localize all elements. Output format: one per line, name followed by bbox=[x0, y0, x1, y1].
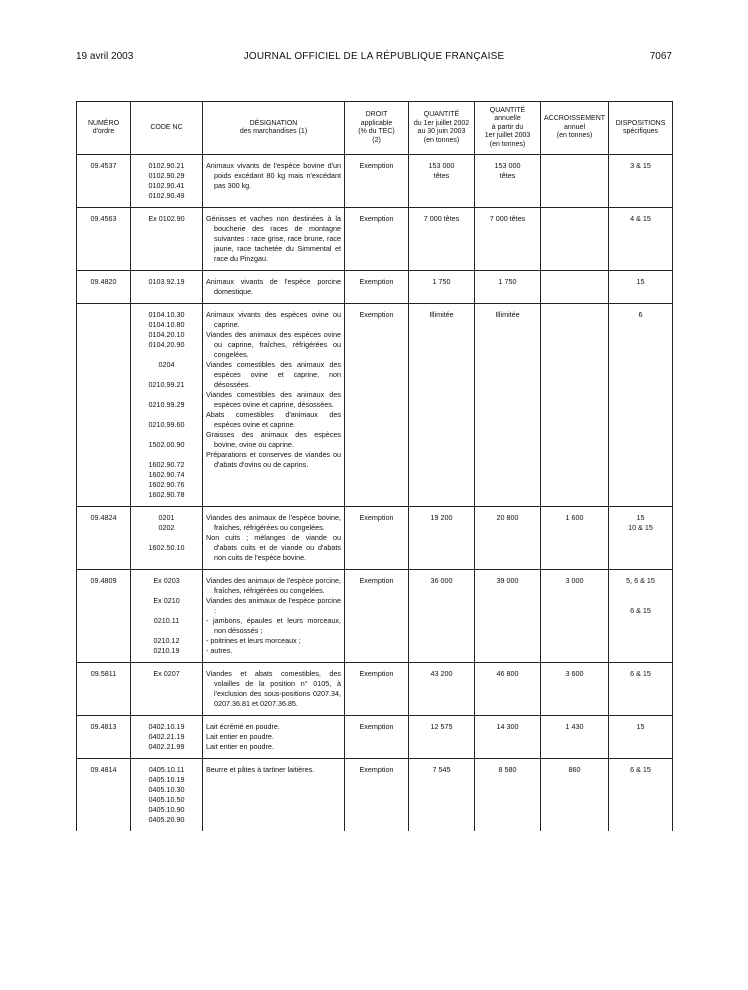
designation-item: - jambons, épaules et leurs morceaux, non désossés ; bbox=[206, 616, 341, 635]
header-line: annuel bbox=[563, 123, 586, 131]
header-line: (% du TEC) bbox=[358, 128, 395, 135]
designation-item: Graisses des animaux des espèces bovine, ovine ou caprine. bbox=[206, 430, 341, 449]
quantity-line: Illimitée bbox=[495, 310, 520, 319]
header-line: (en tonnes) bbox=[556, 132, 593, 140]
row-dispositions bbox=[609, 155, 673, 208]
table-row bbox=[77, 663, 673, 716]
designation-item: Lait entier en poudre. bbox=[206, 732, 274, 741]
disposition-line: 15 bbox=[636, 513, 645, 522]
row-quantite-annuelle bbox=[475, 570, 541, 663]
row-quantite-annuelle bbox=[475, 759, 541, 832]
header-line: du 1er juillet 2002 bbox=[413, 119, 470, 127]
row-designation bbox=[203, 271, 345, 304]
row-accroissement: 860 bbox=[541, 759, 609, 832]
row-codes bbox=[131, 271, 203, 304]
quantity-line: 19 200 bbox=[430, 513, 453, 522]
designation-item: Lait entier en poudre. bbox=[206, 742, 274, 751]
quantity-line: 7 545 bbox=[432, 765, 451, 774]
header-line: CODE NC bbox=[150, 123, 183, 131]
code-nc: 0210.99.60 bbox=[148, 420, 185, 429]
row-accroissement bbox=[541, 271, 609, 304]
code-nc: 0102.90.49 bbox=[148, 191, 185, 200]
code-group bbox=[134, 440, 199, 450]
row-quantite-annuelle bbox=[475, 155, 541, 208]
code-nc: 1602.90.76 bbox=[148, 480, 185, 489]
row-dispositions bbox=[609, 663, 673, 716]
code-group bbox=[134, 161, 199, 201]
row-quantite-annuelle bbox=[475, 663, 541, 716]
row-designation bbox=[203, 759, 345, 832]
code-nc: 0104.10.80 bbox=[148, 320, 185, 329]
header-line: DISPOSITIONS bbox=[615, 119, 666, 127]
code-nc: 1502.00.90 bbox=[148, 440, 185, 449]
code-group bbox=[134, 513, 199, 533]
page-number: 7067 bbox=[649, 51, 672, 62]
code-nc: 0210.99.29 bbox=[148, 400, 185, 409]
code-group bbox=[134, 460, 199, 500]
row-number: 09.4820 bbox=[77, 271, 131, 304]
row-number: 09.4809 bbox=[77, 570, 131, 663]
row-designation bbox=[203, 208, 345, 271]
designation-item: Viandes des animaux des espèces ovine ou caprine, fraîches, réfrigérées ou congelées. bbox=[206, 330, 341, 359]
quantity-line: 46 800 bbox=[496, 669, 519, 678]
row-designation bbox=[203, 304, 345, 507]
designation-item: Lait écrémé en poudre. bbox=[206, 722, 280, 731]
code-nc: 0402.10.19 bbox=[148, 722, 185, 731]
row-designation bbox=[203, 155, 345, 208]
quantity-line: têtes bbox=[433, 171, 450, 180]
row-codes bbox=[131, 663, 203, 716]
header-line: ACCROISSEMENT bbox=[543, 115, 606, 123]
row-quantite-2002 bbox=[409, 304, 475, 507]
row-number: 09.4813 bbox=[77, 716, 131, 759]
col-accroissement-header bbox=[541, 102, 609, 155]
row-number: 09.4537 bbox=[77, 155, 131, 208]
table-row bbox=[77, 208, 673, 271]
code-nc: 0103.92.19 bbox=[148, 277, 185, 286]
header-line: QUANTITÉ bbox=[423, 111, 460, 118]
designation-item: Animaux vivants de l'espèce bovine d'un poids excédant 80 kg mais n'excédant pas 300 kg. bbox=[206, 161, 341, 190]
quantity-line: 7 000 têtes bbox=[423, 214, 460, 223]
row-designation bbox=[203, 663, 345, 716]
row-codes bbox=[131, 304, 203, 507]
designation-item: - autres. bbox=[206, 646, 233, 655]
header-line: (en tonnes) bbox=[423, 136, 460, 144]
code-group bbox=[134, 576, 199, 586]
header-line: spécifiques bbox=[622, 128, 659, 135]
col-quantite-annuelle-header bbox=[475, 102, 541, 155]
disposition-line: 15 bbox=[636, 277, 645, 286]
code-group bbox=[134, 380, 199, 390]
row-droit: Exemption bbox=[345, 271, 409, 304]
row-quantite-annuelle bbox=[475, 304, 541, 507]
quantity-line: 43 200 bbox=[430, 669, 453, 678]
code-nc: 1602.50.10 bbox=[148, 543, 185, 552]
disposition-line: 6 & 15 bbox=[630, 606, 651, 615]
col-numero-header bbox=[77, 102, 131, 155]
row-accroissement: 1 600 bbox=[541, 507, 609, 570]
designation-item: Non cuits ; mélanges de viande ou d'abats cuits et de viande ou d'abats non cuits de l'espèce bovine. bbox=[206, 533, 341, 562]
row-dispositions bbox=[609, 716, 673, 759]
row-number: 09.4814 bbox=[77, 759, 131, 832]
row-designation bbox=[203, 716, 345, 759]
row-dispositions bbox=[609, 570, 673, 663]
disposition-line bbox=[612, 586, 669, 596]
code-nc: Ex 0203 bbox=[153, 576, 180, 585]
designation-item: Animaux vivants de l'espèce porcine domestique. bbox=[206, 277, 341, 296]
code-nc: 0402.21.99 bbox=[148, 742, 185, 751]
row-droit: Exemption bbox=[345, 155, 409, 208]
row-droit: Exemption bbox=[345, 663, 409, 716]
quantity-line: têtes bbox=[499, 171, 516, 180]
code-nc: 0210.11 bbox=[153, 616, 180, 625]
quantity-line: 153 000 bbox=[494, 161, 521, 170]
code-nc: Ex 0210 bbox=[153, 596, 180, 605]
header-line: à partir du bbox=[491, 123, 524, 131]
header-date: 19 avril 2003 bbox=[76, 51, 134, 62]
table-row bbox=[77, 507, 673, 570]
designation-item: Génisses et vaches non destinées à la boucherie des races de montagne suivantes : race grise, race brune, race jaune, race tachetée du Simmental et race du Pinzgau. bbox=[206, 214, 341, 263]
code-nc: 1602.90.72 bbox=[148, 460, 185, 469]
row-codes bbox=[131, 716, 203, 759]
journal-title: JOURNAL OFFICIEL DE LA RÉPUBLIQUE FRANÇAISE bbox=[243, 51, 505, 62]
code-nc: 0210.19 bbox=[153, 646, 180, 655]
code-nc: 0201 bbox=[158, 513, 175, 522]
header-line: DROIT bbox=[365, 111, 388, 118]
disposition-line bbox=[612, 596, 669, 606]
quantity-line: Illimitée bbox=[429, 310, 454, 319]
disposition-line: 4 & 15 bbox=[630, 214, 651, 223]
row-quantite-annuelle bbox=[475, 507, 541, 570]
quantity-line: 20 800 bbox=[496, 513, 519, 522]
table-row bbox=[77, 155, 673, 208]
code-nc: 0202 bbox=[158, 523, 175, 532]
row-accroissement: 3 000 bbox=[541, 570, 609, 663]
row-droit: Exemption bbox=[345, 716, 409, 759]
row-dispositions bbox=[609, 271, 673, 304]
code-nc: 0405.10.90 bbox=[148, 805, 185, 814]
designation-item: Viandes comestibles des animaux des espèces ovine et caprine, désossées. bbox=[206, 390, 341, 409]
code-nc: 1602.90.78 bbox=[148, 490, 185, 499]
designation-item: Viandes des animaux de l'espèce porcine, fraîches, réfrigérées ou congelées. bbox=[206, 576, 341, 595]
row-droit: Exemption bbox=[345, 208, 409, 271]
row-number: 09.4824 bbox=[77, 507, 131, 570]
code-nc: 0104.10.30 bbox=[148, 310, 185, 319]
code-nc: 0204 bbox=[158, 360, 175, 369]
row-dispositions bbox=[609, 304, 673, 507]
quantity-line: 1 750 bbox=[498, 277, 517, 286]
code-group bbox=[134, 360, 199, 370]
quantity-line: 39 000 bbox=[496, 576, 519, 585]
row-codes bbox=[131, 155, 203, 208]
row-dispositions bbox=[609, 759, 673, 832]
disposition-line: 15 bbox=[636, 722, 645, 731]
row-number bbox=[77, 304, 131, 507]
row-accroissement bbox=[541, 304, 609, 507]
designation-item: Animaux vivants des espèces ovine ou caprine. bbox=[206, 310, 341, 329]
col-code-nc-header bbox=[131, 102, 203, 155]
header-line: applicable bbox=[360, 119, 393, 127]
row-accroissement bbox=[541, 155, 609, 208]
row-codes bbox=[131, 759, 203, 832]
header-line: (en tonnes) bbox=[489, 140, 526, 148]
code-group bbox=[134, 400, 199, 410]
table-body bbox=[77, 155, 673, 832]
row-designation bbox=[203, 570, 345, 663]
code-nc: Ex 0207 bbox=[153, 669, 180, 678]
code-group bbox=[134, 669, 199, 679]
disposition-line: 5, 6 & 15 bbox=[626, 576, 655, 585]
code-nc: 0210.12 bbox=[153, 636, 180, 645]
code-nc: 0104.20.10 bbox=[148, 330, 185, 339]
designation-item: Beurre et pâtes à tartiner laitières. bbox=[206, 765, 315, 774]
code-group bbox=[134, 636, 199, 656]
quantity-line: 153 000 bbox=[428, 161, 455, 170]
header-line: 1er juillet 2003 bbox=[484, 132, 531, 140]
row-codes bbox=[131, 570, 203, 663]
code-nc: 0104.20.90 bbox=[148, 340, 185, 349]
row-quantite-2002 bbox=[409, 507, 475, 570]
header-line: (2) bbox=[372, 136, 381, 144]
quantity-line: 8 580 bbox=[498, 765, 517, 774]
row-quantite-2002 bbox=[409, 663, 475, 716]
row-quantite-annuelle bbox=[475, 716, 541, 759]
row-quantite-2002 bbox=[409, 759, 475, 832]
code-nc: 0405.20.90 bbox=[148, 815, 185, 824]
quantity-line: 12 575 bbox=[430, 722, 453, 731]
quantity-line: 36 000 bbox=[430, 576, 453, 585]
table-row bbox=[77, 570, 673, 663]
col-quantite-2002-header bbox=[409, 102, 475, 155]
row-quantite-2002 bbox=[409, 155, 475, 208]
designation-item: Viandes comestibles des animaux des espèces ovine et caprine, non désossées. bbox=[206, 360, 341, 389]
disposition-line: 10 & 15 bbox=[628, 523, 653, 532]
code-nc: 0102.90.41 bbox=[148, 181, 185, 190]
row-quantite-2002 bbox=[409, 271, 475, 304]
code-group bbox=[134, 214, 199, 224]
header-line: QUANTITÉ bbox=[489, 106, 526, 114]
row-number: 09.4563 bbox=[77, 208, 131, 271]
row-quantite-2002 bbox=[409, 208, 475, 271]
header-line: NUMÉRO bbox=[87, 119, 120, 127]
row-dispositions bbox=[609, 208, 673, 271]
row-codes bbox=[131, 507, 203, 570]
row-droit: Exemption bbox=[345, 304, 409, 507]
row-droit: Exemption bbox=[345, 507, 409, 570]
col-dispositions-header bbox=[609, 102, 673, 155]
row-quantite-annuelle bbox=[475, 208, 541, 271]
tariff-quota-table bbox=[76, 101, 673, 831]
table-row bbox=[77, 716, 673, 759]
code-group bbox=[134, 277, 199, 287]
designation-item: Abats comestibles d'animaux des espèces ovine et caprine. bbox=[206, 410, 341, 429]
designation-item: Viandes et abats comestibles, des volailles de la position n° 0105, à l'exclusion des sous-positions 0207.34, 0207.36.81 et 0207.36.85. bbox=[206, 669, 341, 708]
code-group bbox=[134, 616, 199, 626]
quantity-line: 1 750 bbox=[432, 277, 451, 286]
code-nc: 0102.90.29 bbox=[148, 171, 185, 180]
designation-item: Viandes des animaux de l'espèce porcine : bbox=[206, 596, 341, 615]
row-quantite-annuelle bbox=[475, 271, 541, 304]
header-line: DÉSIGNATION bbox=[249, 119, 298, 127]
row-number: 09.5811 bbox=[77, 663, 131, 716]
disposition-line: 6 & 15 bbox=[630, 669, 651, 678]
disposition-line: 6 & 15 bbox=[630, 765, 651, 774]
code-group bbox=[134, 420, 199, 430]
col-designation-header bbox=[203, 102, 345, 155]
code-nc: 0405.10.11 bbox=[148, 765, 185, 774]
code-nc: 0405.10.50 bbox=[148, 795, 185, 804]
header-line: d'ordre bbox=[92, 128, 115, 135]
code-group bbox=[134, 543, 199, 553]
disposition-line: 6 bbox=[638, 310, 643, 319]
code-group bbox=[134, 765, 199, 825]
row-accroissement: 3 600 bbox=[541, 663, 609, 716]
code-nc: Ex 0102.90 bbox=[148, 214, 185, 223]
designation-item: Viandes des animaux de l'espèce bovine, fraîches, réfrigérées ou congelées. bbox=[206, 513, 341, 532]
row-codes bbox=[131, 208, 203, 271]
row-quantite-2002 bbox=[409, 716, 475, 759]
row-accroissement: 1 430 bbox=[541, 716, 609, 759]
row-accroissement bbox=[541, 208, 609, 271]
disposition-line: 3 & 15 bbox=[630, 161, 651, 170]
designation-item: Préparations et conserves de viandes ou d'abats d'ovins ou de caprins. bbox=[206, 450, 341, 469]
header-line: au 30 juin 2003 bbox=[417, 128, 466, 135]
table-row bbox=[77, 759, 673, 832]
quantity-line: 14 300 bbox=[496, 722, 519, 731]
code-nc: 0405.10.19 bbox=[148, 775, 185, 784]
header-line: annuelle bbox=[494, 115, 521, 123]
header-line: des marchandises (1) bbox=[239, 128, 308, 135]
row-designation bbox=[203, 507, 345, 570]
table-header-row bbox=[77, 102, 673, 155]
code-nc: 0210.99.21 bbox=[148, 380, 185, 389]
code-nc: 0102.90.21 bbox=[148, 161, 185, 170]
code-nc: 0402.21.19 bbox=[148, 732, 185, 741]
designation-item: - poitrines et leurs morceaux ; bbox=[206, 636, 301, 645]
col-droit-header bbox=[345, 102, 409, 155]
code-group bbox=[134, 722, 199, 752]
code-nc: 1602.90.74 bbox=[148, 470, 185, 479]
row-dispositions bbox=[609, 507, 673, 570]
code-nc: 0405.10.30 bbox=[148, 785, 185, 794]
row-droit: Exemption bbox=[345, 759, 409, 832]
quantity-line: 7 000 têtes bbox=[489, 214, 526, 223]
row-quantite-2002 bbox=[409, 570, 475, 663]
code-group bbox=[134, 310, 199, 350]
table-row bbox=[77, 304, 673, 507]
row-droit: Exemption bbox=[345, 570, 409, 663]
table-row bbox=[77, 271, 673, 304]
code-group bbox=[134, 596, 199, 606]
